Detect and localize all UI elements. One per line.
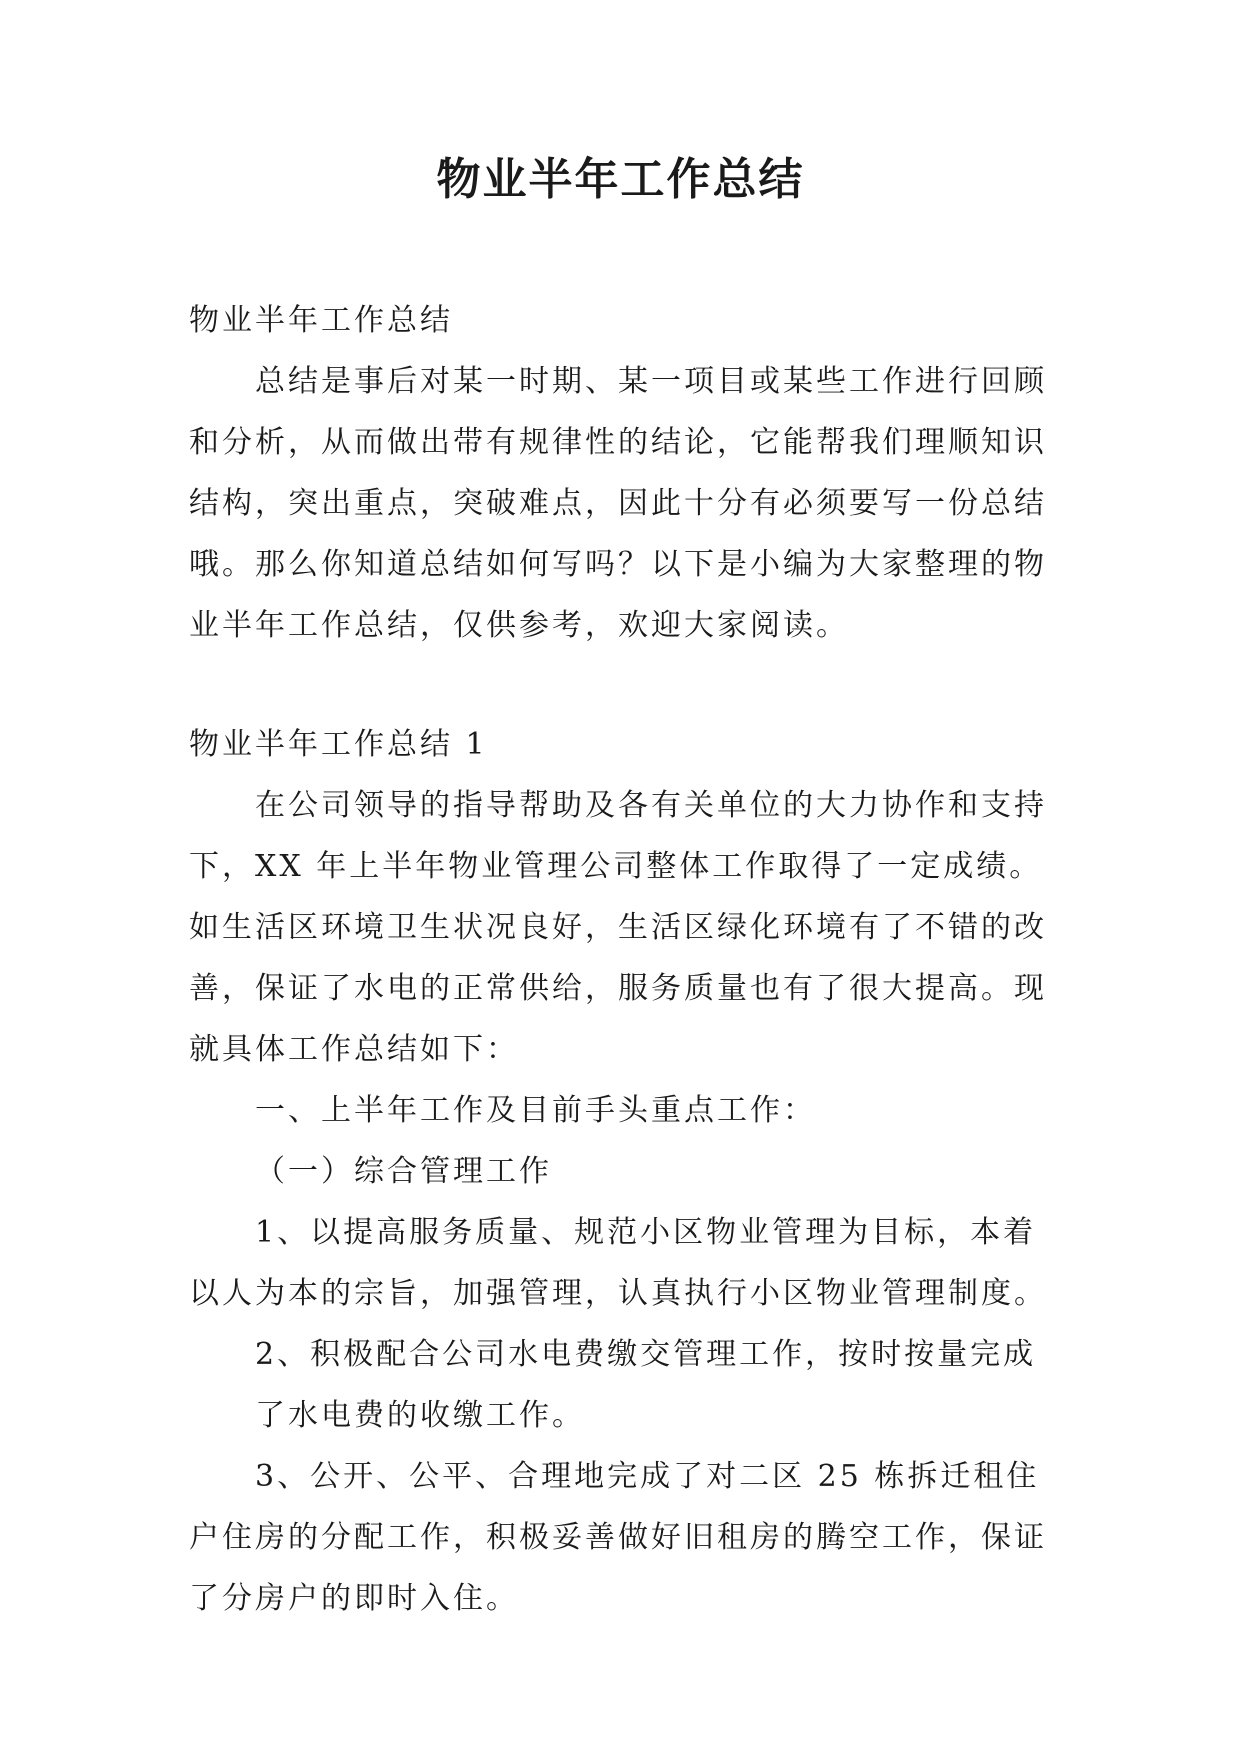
list-item-3: 3、公开、公平、合理地完成了对二区 25 栋拆迁租住户住房的分配工作，积极妥善做好旧租房的腾空工作，保证了分房户的即时入住。 (189, 1459, 1047, 1616)
list-item-1: 1、以提高服务质量、规范小区物业管理为目标，本着以人为本的宗旨，加强管理，认真执行小区物业管理制度。 (189, 1215, 1047, 1311)
document-subtitle: 物业半年工作总结 (189, 303, 453, 338)
paragraph-spacer (189, 656, 1069, 714)
section-paragraph: 在公司领导的指导帮助及各有关单位的大力协作和支持下，XX 年上半年物业管理公司整体工作取得了一定成绩。如生活区环境卫生状况良好，生活区绿化环境有了不错的改善，保证了水电的正常供给，服务质量也有了很大提高。现就具体工作总结如下： (189, 788, 1047, 1067)
list-item-2-line-1: 2、积极配合公司水电费缴交管理工作，按时按量完成 (255, 1337, 1037, 1372)
part-heading: 一、上半年工作及目前手头重点工作： (255, 1093, 816, 1128)
document-title: 物业半年工作总结 (436, 154, 805, 205)
list-item-2-line-2: 了水电费的收缴工作。 (255, 1398, 585, 1433)
intro-paragraph: 总结是事后对某一时期、某一项目或某些工作进行回顾和分析，从而做出带有规律性的结论，它能帮我们理顺知识结构，突出重点，突破难点，因此十分有必须要写一份总结哦。那么你知道总结如何写吗？以下是小编为大家整理的物业半年工作总结，仅供参考，欢迎大家阅读。 (189, 364, 1047, 643)
sub-heading: （一）综合管理工作 (255, 1154, 552, 1189)
section-heading: 物业半年工作总结 1 (189, 727, 488, 762)
document-body (189, 290, 1069, 1629)
